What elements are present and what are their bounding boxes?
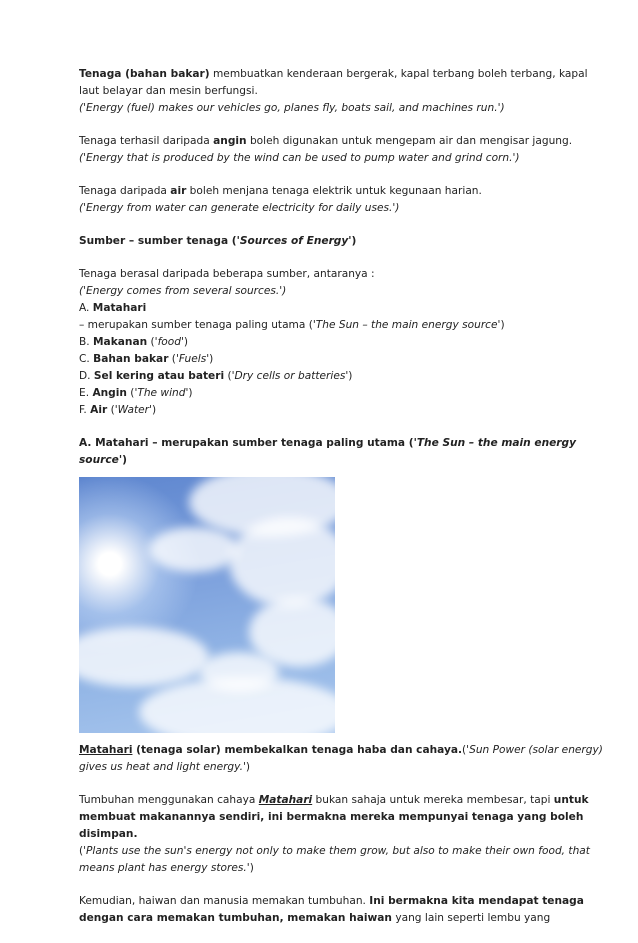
sky-sun-clouds-photo <box>79 477 335 733</box>
paragraph-animals: Kemudian, haiwan dan manusia memakan tumbuhan. Ini bermakna kita mendapat tenaga dengan cara memakan tumbuhan, memakan haiwan yang lain seperti lembu yang <box>79 895 584 924</box>
section-heading-sun: A. Matahari – merupakan sumber tenaga paling utama ('The Sun – the main energy source') <box>79 437 577 466</box>
heading-text: ) <box>351 235 357 247</box>
paragraph-fuel <box>79 66 588 117</box>
paragraph-plants: Tumbuhan menggunakan cahaya Matahari bukan sahaja untuk mereka membesar, tapi untuk membuat makanannya sendiri, ini bermakna mereka mempunyai tenaga yang boleh disimpan. ('Plants use the sun's energy not only to make them grow, but also to make their own food, that means plant has energy stores.') <box>79 794 590 874</box>
list-item-a-desc: – merupakan sumber tenaga paling utama ('The Sun – the main energy source') <box>79 319 505 331</box>
paragraph-sources-list <box>79 266 565 419</box>
bold-term: angin <box>213 135 247 147</box>
text: Tenaga daripada <box>79 185 171 197</box>
list-item-a: A. Matahari <box>79 302 147 314</box>
english-translation: ('Energy from water can generate electricity for daily uses.') <box>79 202 400 214</box>
text: Tenaga terhasil daripada <box>79 135 214 147</box>
heading-italic: 'Sources of Energy' <box>236 235 352 247</box>
text: boleh menjana tenaga elektrik untuk kegunaan harian. <box>186 185 482 197</box>
text: boleh digunakan untuk mengepam air dan mengisar jagung. <box>246 135 573 147</box>
heading-text: Sumber – sumber tenaga ( <box>79 235 237 247</box>
document-page <box>79 66 603 943</box>
paragraph-water <box>79 183 565 217</box>
text: membuatkan kenderaan bergerak, kapal terbang boleh terbang, kapal <box>209 68 588 80</box>
list-item-c: C. Bahan bakar ('Fuels') <box>79 353 214 365</box>
list-item-e: E. Angin ('The wind') <box>79 387 193 399</box>
list-item-d: D. Sel kering atau bateri ('Dry cells or batteries') <box>79 370 353 382</box>
list-item-b: B. Makanan ('food') <box>79 336 189 348</box>
text: Tenaga berasal daripada beberapa sumber, antaranya : <box>79 268 375 280</box>
section-heading-sources <box>79 233 565 250</box>
bold-term: Tenaga (bahan bakar) <box>79 68 210 80</box>
list-item-f: F. Air ('Water') <box>79 404 157 416</box>
english-translation: ('Energy comes from several sources.') <box>79 285 287 297</box>
bold-term: air <box>170 185 187 197</box>
photo-caption: Matahari (tenaga solar) membekalkan tenaga haba dan cahaya.('Sun Power (solar energy) gives us heat and light energy.') <box>79 744 603 773</box>
english-translation: ('Energy (fuel) makes our vehicles go, planes fly, boats sail, and machines run.') <box>79 102 505 114</box>
text: laut belayar dan mesin berfungsi. <box>79 85 258 97</box>
english-translation: ('Energy that is produced by the wind can be used to pump water and grind corn.') <box>79 152 520 164</box>
paragraph-wind <box>79 133 573 167</box>
